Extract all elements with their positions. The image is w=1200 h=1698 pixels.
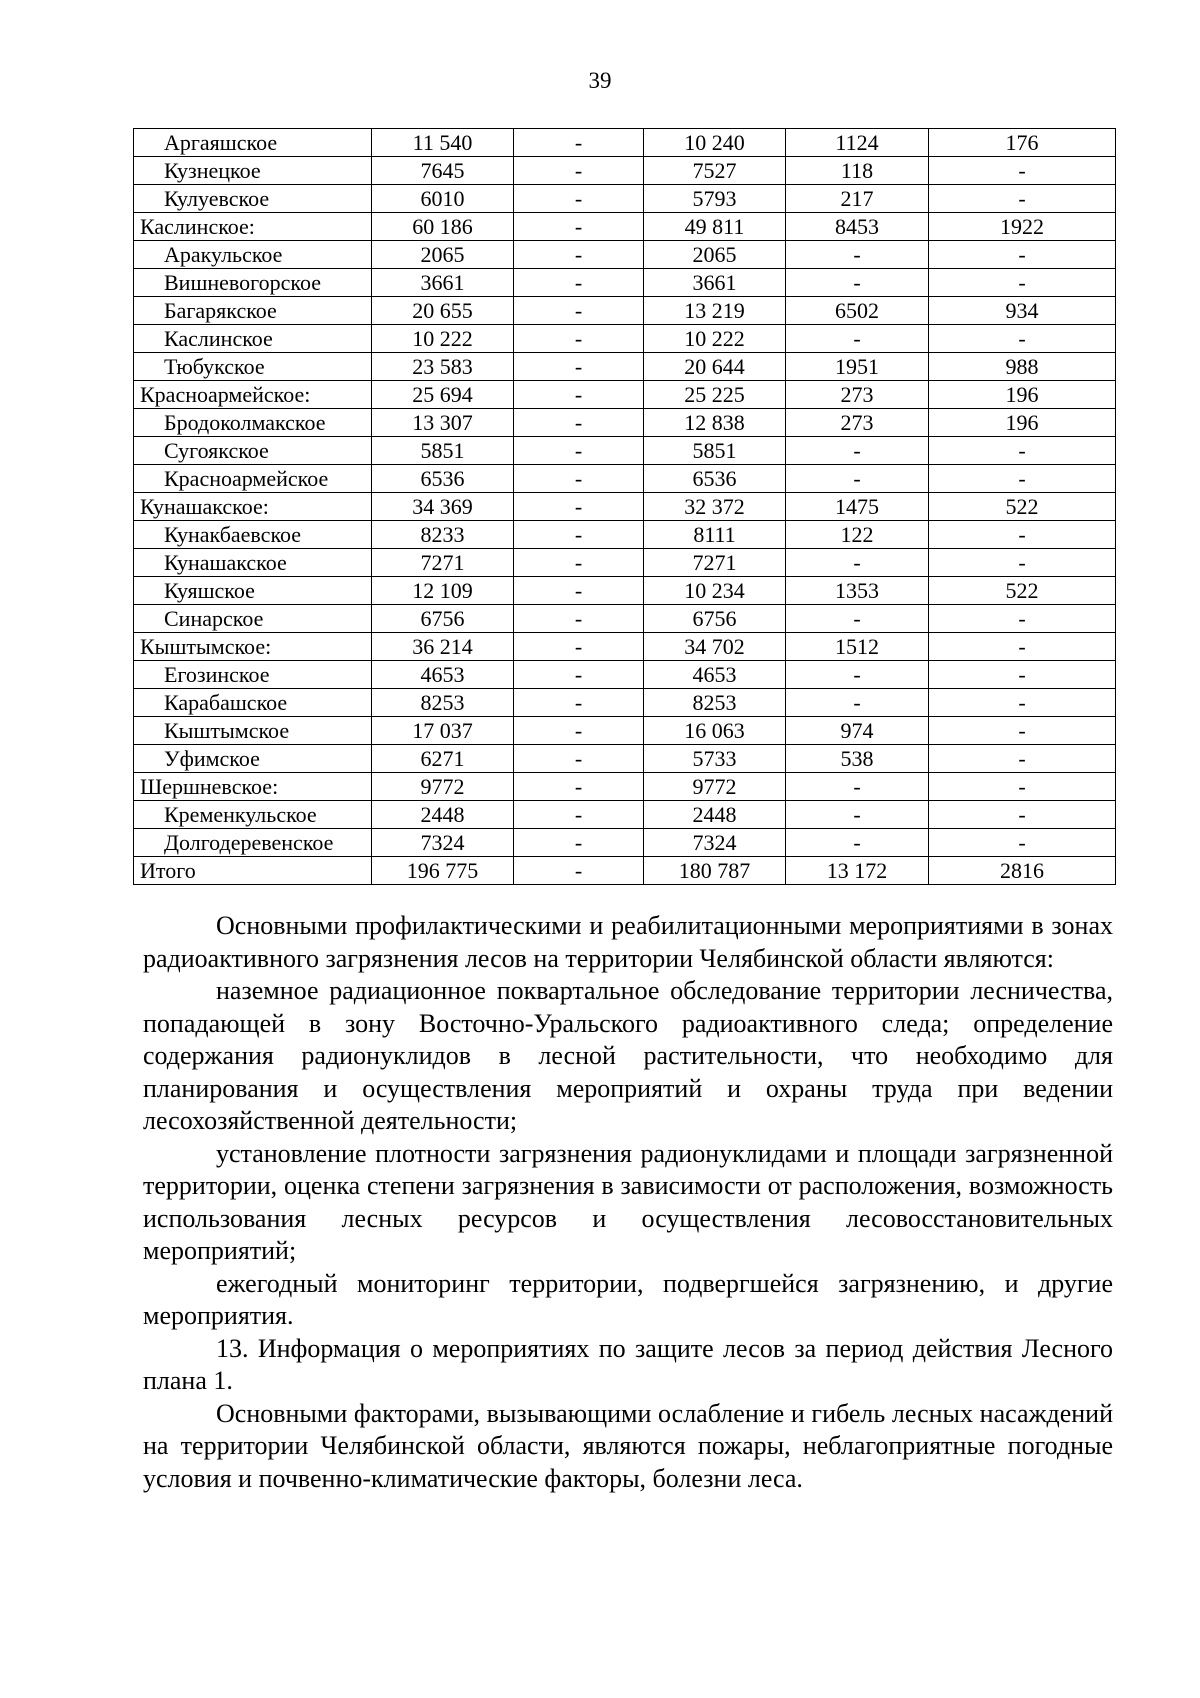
table-row xyxy=(134,717,1116,745)
cell-col-3: 7324 xyxy=(644,829,786,857)
cell-settlement-name: Тюбукское xyxy=(134,353,372,381)
cell-col-2: - xyxy=(514,717,644,745)
cell-col-3: 5733 xyxy=(644,745,786,773)
cell-col-4: - xyxy=(786,465,929,493)
cell-col-2: - xyxy=(514,633,644,661)
cell-settlement-name: Кунакбаевское xyxy=(134,521,372,549)
cell-col-1: 2448 xyxy=(372,801,514,829)
table-row xyxy=(134,661,1116,689)
table-row xyxy=(134,409,1116,437)
cell-settlement-name: Егозинское xyxy=(134,661,372,689)
cell-settlement-name: Итого xyxy=(134,857,372,885)
cell-col-3: 2448 xyxy=(644,801,786,829)
cell-col-4: 1512 xyxy=(786,633,929,661)
cell-col-2: - xyxy=(514,605,644,633)
table-row xyxy=(134,437,1116,465)
cell-col-3: 9772 xyxy=(644,773,786,801)
cell-col-1: 10 222 xyxy=(372,325,514,353)
cell-settlement-name: Аракульское xyxy=(134,241,372,269)
cell-col-5: - xyxy=(929,521,1116,549)
cell-settlement-name: Кунашакское: xyxy=(134,493,372,521)
cell-col-2: - xyxy=(514,801,644,829)
table-row xyxy=(134,185,1116,213)
cell-col-5: - xyxy=(929,605,1116,633)
cell-col-2: - xyxy=(514,465,644,493)
table-row xyxy=(134,297,1116,325)
table-row xyxy=(134,633,1116,661)
cell-col-3: 6536 xyxy=(644,465,786,493)
cell-col-3: 4653 xyxy=(644,661,786,689)
cell-col-1: 7271 xyxy=(372,549,514,577)
cell-settlement-name: Шершневское: xyxy=(134,773,372,801)
cell-col-5: 2816 xyxy=(929,857,1116,885)
cell-col-3: 16 063 xyxy=(644,717,786,745)
cell-col-4: - xyxy=(786,437,929,465)
table-row xyxy=(134,381,1116,409)
cell-col-2: - xyxy=(514,549,644,577)
cell-col-3: 20 644 xyxy=(644,353,786,381)
table-row xyxy=(134,689,1116,717)
page-number: 39 xyxy=(588,68,612,93)
cell-settlement-name: Багарякское xyxy=(134,297,372,325)
cell-settlement-name: Вишневогорское xyxy=(134,269,372,297)
cell-col-5: - xyxy=(929,773,1116,801)
table-row xyxy=(134,521,1116,549)
table-row xyxy=(134,577,1116,605)
cell-col-4: 217 xyxy=(786,185,929,213)
cell-col-5: - xyxy=(929,717,1116,745)
cell-settlement-name: Карабашское xyxy=(134,689,372,717)
paragraph: установление плотности загрязнения радионуклидами и площади загрязненной территории, оценка степени загрязнения в зависимости от расположения, возможность использования лесных ресурсов и осуществления лесовосстановительных мероприятий; xyxy=(143,1138,1113,1265)
cell-settlement-name: Куяшское xyxy=(134,577,372,605)
cell-col-2: - xyxy=(514,185,644,213)
table-row xyxy=(134,857,1116,885)
cell-col-3: 10 222 xyxy=(644,325,786,353)
table-row xyxy=(134,829,1116,857)
table-row xyxy=(134,801,1116,829)
cell-col-4: - xyxy=(786,689,929,717)
cell-col-1: 8253 xyxy=(372,689,514,717)
cell-col-3: 32 372 xyxy=(644,493,786,521)
cell-col-4: 6502 xyxy=(786,297,929,325)
cell-col-1: 36 214 xyxy=(372,633,514,661)
cell-col-4: - xyxy=(786,773,929,801)
cell-col-1: 60 186 xyxy=(372,213,514,241)
cell-col-1: 12 109 xyxy=(372,577,514,605)
cell-col-2: - xyxy=(514,493,644,521)
cell-col-5: 522 xyxy=(929,577,1116,605)
cell-col-3: 10 234 xyxy=(644,577,786,605)
cell-col-5: - xyxy=(929,241,1116,269)
cell-col-1: 20 655 xyxy=(372,297,514,325)
cell-col-3: 12 838 xyxy=(644,409,786,437)
cell-settlement-name: Каслинское xyxy=(134,325,372,353)
cell-col-4: - xyxy=(786,661,929,689)
paragraph: ежегодный мониторинг территории, подвергшейся загрязнению, и другие мероприятия. xyxy=(143,1268,1113,1330)
cell-col-3: 2065 xyxy=(644,241,786,269)
cell-col-3: 25 225 xyxy=(644,381,786,409)
cell-col-3: 49 811 xyxy=(644,213,786,241)
table-row xyxy=(134,745,1116,773)
cell-settlement-name: Красноармейское xyxy=(134,465,372,493)
cell-col-5: 176 xyxy=(929,129,1116,157)
cell-col-4: - xyxy=(786,269,929,297)
cell-col-3: 5851 xyxy=(644,437,786,465)
cell-col-4: - xyxy=(786,241,929,269)
cell-col-1: 9772 xyxy=(372,773,514,801)
cell-settlement-name: Кыштымское: xyxy=(134,633,372,661)
cell-col-3: 6756 xyxy=(644,605,786,633)
cell-col-1: 34 369 xyxy=(372,493,514,521)
cell-settlement-name: Кулуевское xyxy=(134,185,372,213)
cell-col-4: - xyxy=(786,325,929,353)
cell-col-2: - xyxy=(514,437,644,465)
cell-col-5: - xyxy=(929,157,1116,185)
section-heading: 13. Информация о мероприятиях по защите лесов за период действия Лесного плана 1. xyxy=(143,1333,1113,1395)
cell-col-3: 7527 xyxy=(644,157,786,185)
cell-col-5: - xyxy=(929,185,1116,213)
forest-contamination-table xyxy=(133,128,1116,885)
cell-col-3: 8111 xyxy=(644,521,786,549)
table-row xyxy=(134,549,1116,577)
table-row xyxy=(134,353,1116,381)
cell-col-4: 1475 xyxy=(786,493,929,521)
cell-col-2: - xyxy=(514,661,644,689)
cell-col-4: - xyxy=(786,829,929,857)
cell-col-1: 4653 xyxy=(372,661,514,689)
paragraph: Основными факторами, вызывающими ослабление и гибель лесных насаждений на территории Челябинской области, являются пожары, неблагоприятные погодные условия и почвенно-климатические факторы, болезни леса. xyxy=(143,1398,1113,1493)
cell-col-3: 34 702 xyxy=(644,633,786,661)
cell-col-2: - xyxy=(514,269,644,297)
cell-col-1: 6756 xyxy=(372,605,514,633)
cell-col-1: 7324 xyxy=(372,829,514,857)
cell-col-2: - xyxy=(514,689,644,717)
cell-col-1: 5851 xyxy=(372,437,514,465)
cell-col-4: 273 xyxy=(786,381,929,409)
cell-col-1: 13 307 xyxy=(372,409,514,437)
cell-col-3: 3661 xyxy=(644,269,786,297)
cell-col-4: 118 xyxy=(786,157,929,185)
cell-col-4: 122 xyxy=(786,521,929,549)
cell-col-2: - xyxy=(514,773,644,801)
cell-col-1: 6271 xyxy=(372,745,514,773)
cell-col-2: - xyxy=(514,353,644,381)
table-row xyxy=(134,773,1116,801)
cell-col-5: 934 xyxy=(929,297,1116,325)
cell-col-2: - xyxy=(514,521,644,549)
cell-col-5: 988 xyxy=(929,353,1116,381)
cell-col-3: 8253 xyxy=(644,689,786,717)
cell-col-5: - xyxy=(929,269,1116,297)
paragraph: Основными профилактическими и реабилитационными мероприятиями в зонах радиоактивного загрязнения лесов на территории Челябинской области являются: xyxy=(143,911,1113,973)
cell-col-2: - xyxy=(514,381,644,409)
cell-col-5: 196 xyxy=(929,409,1116,437)
cell-col-1: 23 583 xyxy=(372,353,514,381)
cell-col-1: 196 775 xyxy=(372,857,514,885)
cell-settlement-name: Сугоякское xyxy=(134,437,372,465)
cell-col-1: 17 037 xyxy=(372,717,514,745)
cell-settlement-name: Красноармейское: xyxy=(134,381,372,409)
cell-col-2: - xyxy=(514,213,644,241)
cell-col-4: - xyxy=(786,605,929,633)
cell-col-1: 2065 xyxy=(372,241,514,269)
table-row xyxy=(134,241,1116,269)
cell-col-4: 1951 xyxy=(786,353,929,381)
cell-col-2: - xyxy=(514,157,644,185)
cell-col-4: 1353 xyxy=(786,577,929,605)
cell-col-5: 196 xyxy=(929,381,1116,409)
table-row xyxy=(134,493,1116,521)
cell-col-1: 6010 xyxy=(372,185,514,213)
cell-col-5: - xyxy=(929,745,1116,773)
cell-settlement-name: Долгодеревенское xyxy=(134,829,372,857)
table-row xyxy=(134,213,1116,241)
cell-col-2: - xyxy=(514,857,644,885)
cell-col-5: - xyxy=(929,801,1116,829)
cell-col-2: - xyxy=(514,577,644,605)
cell-col-3: 7271 xyxy=(644,549,786,577)
cell-col-3: 5793 xyxy=(644,185,786,213)
cell-col-4: 8453 xyxy=(786,213,929,241)
cell-col-1: 7645 xyxy=(372,157,514,185)
cell-col-5: 1922 xyxy=(929,213,1116,241)
cell-settlement-name: Кунашакское xyxy=(134,549,372,577)
cell-col-2: - xyxy=(514,129,644,157)
cell-settlement-name: Кременкульское xyxy=(134,801,372,829)
cell-settlement-name: Бродоколмакское xyxy=(134,409,372,437)
cell-col-1: 25 694 xyxy=(372,381,514,409)
cell-col-2: - xyxy=(514,409,644,437)
cell-col-5: - xyxy=(929,689,1116,717)
table-row xyxy=(134,269,1116,297)
cell-col-5: - xyxy=(929,633,1116,661)
cell-col-4: 538 xyxy=(786,745,929,773)
cell-col-5: - xyxy=(929,549,1116,577)
cell-settlement-name: Синарское xyxy=(134,605,372,633)
paragraph: наземное радиационное поквартальное обследование территории лесничества, попадающей в зону Восточно-Уральского радиоактивного следа; определение содержания радионуклидов в лесной растительности, что необходимо для планирования и осуществления мероприятий и охраны труда при ведении лесохозяйственной деятельности; xyxy=(143,976,1113,1135)
cell-col-1: 8233 xyxy=(372,521,514,549)
cell-col-2: - xyxy=(514,297,644,325)
cell-col-2: - xyxy=(514,745,644,773)
cell-col-5: - xyxy=(929,465,1116,493)
table-row xyxy=(134,157,1116,185)
cell-col-3: 13 219 xyxy=(644,297,786,325)
cell-col-4: 13 172 xyxy=(786,857,929,885)
cell-col-3: 10 240 xyxy=(644,129,786,157)
cell-col-1: 6536 xyxy=(372,465,514,493)
cell-col-4: 1124 xyxy=(786,129,929,157)
cell-col-1: 3661 xyxy=(372,269,514,297)
cell-settlement-name: Аргаяшское xyxy=(134,129,372,157)
table-row xyxy=(134,465,1116,493)
cell-settlement-name: Кыштымское xyxy=(134,717,372,745)
cell-col-5: - xyxy=(929,437,1116,465)
table-row xyxy=(134,325,1116,353)
cell-col-2: - xyxy=(514,241,644,269)
body-text xyxy=(143,910,1113,1495)
table-body xyxy=(134,129,1116,885)
cell-col-5: 522 xyxy=(929,493,1116,521)
cell-col-5: - xyxy=(929,325,1116,353)
cell-col-2: - xyxy=(514,325,644,353)
cell-settlement-name: Каслинское: xyxy=(134,213,372,241)
cell-col-4: - xyxy=(786,801,929,829)
cell-col-4: 974 xyxy=(786,717,929,745)
cell-col-5: - xyxy=(929,829,1116,857)
cell-settlement-name: Кузнецкое xyxy=(134,157,372,185)
table-row xyxy=(134,129,1116,157)
cell-col-4: 273 xyxy=(786,409,929,437)
cell-col-4: - xyxy=(786,549,929,577)
cell-col-1: 11 540 xyxy=(372,129,514,157)
cell-col-3: 180 787 xyxy=(644,857,786,885)
cell-settlement-name: Уфимское xyxy=(134,745,372,773)
table-row xyxy=(134,605,1116,633)
cell-col-2: - xyxy=(514,829,644,857)
cell-col-5: - xyxy=(929,661,1116,689)
